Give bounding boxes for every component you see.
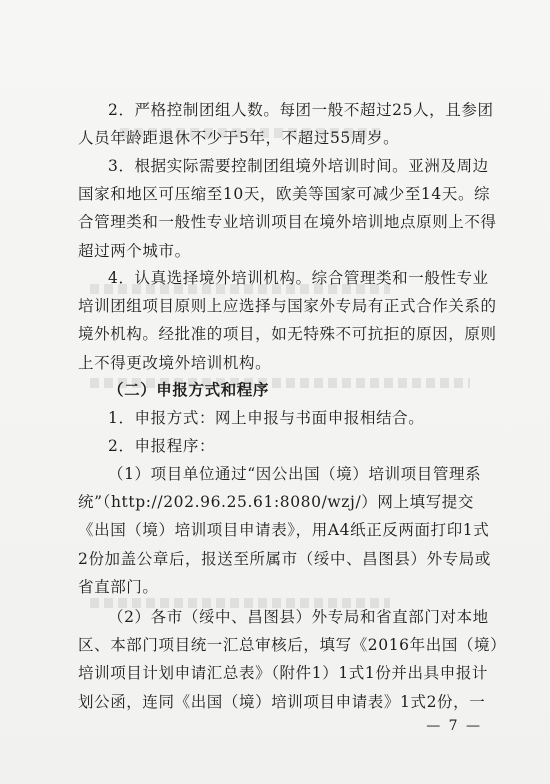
paragraph-procedure-step-1 — [78, 460, 496, 601]
text-line: 培训项目计划申请汇总表》（附件1）1式1份并出具申报计 — [78, 664, 489, 683]
text-line: 1．申报方式：网上申报与书面申报相结合。 — [108, 409, 425, 427]
text-line: （1）项目单位通过“因公出国（境）培训项目管理系 — [108, 465, 482, 483]
text-line: 2．严格控制团组人数。每团一般不超过25人，且参团 — [108, 101, 494, 119]
text-line: 人员年龄距退休不少于5年，不超过55周岁。 — [78, 129, 400, 148]
text-line: 合管理类和一般性专业培训项目在境外培训地点原则上不得 — [78, 213, 497, 232]
text-line: 划公函，连同《出国（境）培训项目申请表》1式2份，一 — [78, 692, 486, 711]
text-line: 2份加盖公章后，报送至所属市（绥中、昌图县）外专局或 — [78, 549, 491, 568]
text-line: 上不得更改境外培训机构。 — [78, 353, 272, 372]
heading-text: （二）申报方式和程序 — [108, 380, 270, 399]
text-line: 境外机构。经批准的项目，如无特殊不可抗拒的原因，原则 — [78, 325, 497, 344]
paragraph-training-duration — [78, 152, 496, 265]
paragraph-procedure-step-2 — [78, 603, 507, 716]
section-heading — [78, 376, 496, 404]
text-line: 统”（http://202.96.25.61:8080/wzj/）网上填写提交 — [78, 493, 474, 512]
text-line: 培训团组项目原则上应选择与国家外专局有正式合作关系的 — [78, 297, 497, 316]
text-line: 省直部门。 — [78, 577, 159, 596]
text-line: 国家和地区可压缩至10天，欧美等国家可减少至14天。综 — [78, 185, 491, 204]
text-line: 区、本部门项目统一汇总审核后，填写《2016年出国（境） — [78, 636, 507, 655]
text-line: 4．认真选择境外培训机构。综合管理类和一般性专业 — [108, 269, 489, 287]
text-line: 3．根据实际需要控制团组境外培训时间。亚洲及周边 — [108, 157, 489, 175]
paragraph-team-size — [78, 96, 496, 152]
page-number: — 7 — — [426, 718, 482, 734]
text-line: 2．申报程序： — [108, 437, 216, 455]
text-line: 《出国（境）培训项目申请表》，用A4纸正反两面打印1式 — [78, 521, 490, 540]
text-line: （2）各市（绥中、昌图县）外专局和省直部门对本地 — [108, 608, 489, 626]
paragraph-application-method — [78, 404, 496, 432]
text-line: 超过两个城市。 — [78, 241, 191, 260]
paragraph-training-institution — [78, 264, 496, 377]
paragraph-application-procedure — [78, 432, 496, 460]
